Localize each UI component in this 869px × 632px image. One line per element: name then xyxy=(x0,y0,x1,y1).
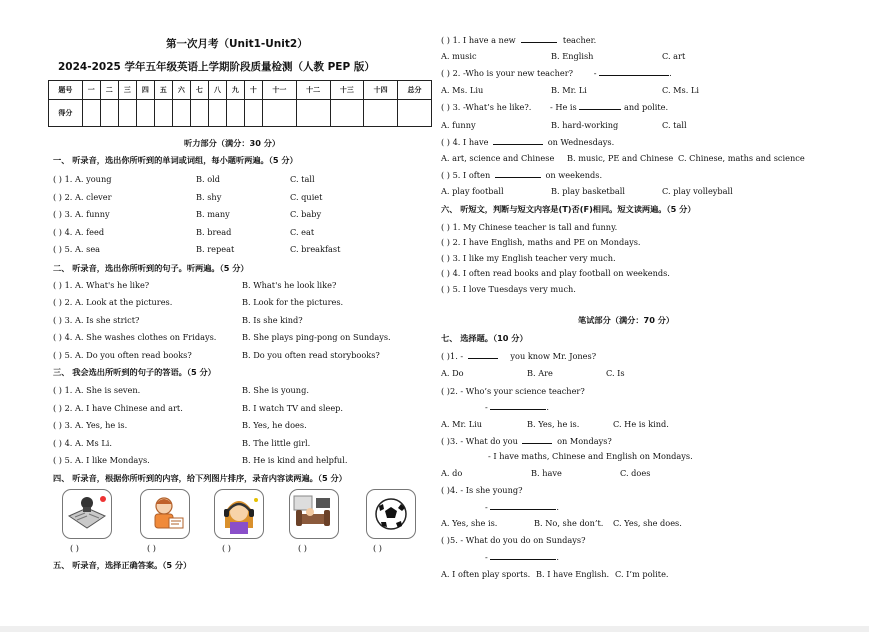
question-text-tail: on Mondays? xyxy=(557,436,612,446)
score-entry[interactable] xyxy=(100,100,118,127)
score-cell: 九 xyxy=(226,81,244,100)
option-c: C. He is kind. xyxy=(613,419,669,429)
question-stem: ( ) 5. A. Do you often read books? xyxy=(53,350,192,360)
listening-heading: 听力部分（满分：30 分） xyxy=(184,138,281,148)
question-stem: ( ) 1. A. What's he like? xyxy=(53,280,150,290)
score-cell: 十三 xyxy=(330,81,364,100)
answer-blank[interactable] xyxy=(522,443,552,444)
option-b: B. music, PE and Chinese xyxy=(567,153,674,163)
option-b: B. Is she kind? xyxy=(242,315,303,325)
score-cell: 得分 xyxy=(49,100,83,127)
score-entry[interactable] xyxy=(226,100,244,127)
section-5-title: 五、 听录音，选择正确答案。（5 分） xyxy=(53,560,192,570)
score-cell: 五 xyxy=(154,81,172,100)
section-1-title: 一、 听录音，选出你所听到的单词或词组，每小题听两遍。（5 分） xyxy=(53,155,298,165)
scroll-track xyxy=(0,626,869,632)
section-7-title: 七、 选择题。（10 分） xyxy=(441,333,528,343)
score-entry[interactable] xyxy=(296,100,330,127)
score-entry[interactable] xyxy=(172,100,190,127)
option-a: A. Mr. Liu xyxy=(441,419,483,429)
score-entry[interactable] xyxy=(262,100,296,127)
option-c: C. breakfast xyxy=(290,244,341,254)
football-icon xyxy=(366,489,416,539)
option-b: B. He is kind and helpful. xyxy=(242,455,348,465)
option-b: B. Are xyxy=(527,368,553,378)
question-text: ( )3. - What do you xyxy=(441,436,518,446)
answer-bracket[interactable]: ( ) xyxy=(373,543,382,553)
score-cell: 十一 xyxy=(262,81,296,100)
option-c: C. baby xyxy=(290,209,322,219)
score-table xyxy=(48,80,432,127)
written-heading: 笔试部分（满分：70 分） xyxy=(578,315,675,325)
option-c: C. Is xyxy=(606,368,625,378)
answer-blank[interactable] xyxy=(490,559,556,560)
score-cell: 一 xyxy=(82,81,100,100)
answer-bracket[interactable]: ( ) xyxy=(222,543,231,553)
option-b: B. Mr. Li xyxy=(551,85,587,95)
score-cell: 二 xyxy=(100,81,118,100)
section-2-title: 二、 听录音，选出你所听到的句子。听两遍。（5 分） xyxy=(53,263,249,273)
score-entry[interactable] xyxy=(398,100,432,127)
option-b: B. I watch TV and sleep. xyxy=(242,403,344,413)
question-stem xyxy=(441,35,596,45)
option-b: B. shy xyxy=(196,192,222,202)
score-cell: 四 xyxy=(136,81,154,100)
question-text: ( ) 1. I have a new xyxy=(441,35,516,45)
question-text: ( ) 4. I have xyxy=(441,137,489,147)
option-c: C. tall xyxy=(290,174,315,184)
question-text-tail: you know Mr. Jones? xyxy=(510,351,597,361)
score-entry[interactable] xyxy=(118,100,136,127)
question-stem: ( ) 5. A. sea xyxy=(53,244,101,254)
option-b: B. have xyxy=(531,468,562,478)
option-b: B. old xyxy=(196,174,221,184)
answer-bracket[interactable]: ( ) xyxy=(70,543,79,553)
option-b: B. Look for the pictures. xyxy=(242,297,344,307)
question-stem: ( )2. - Who’s your science teacher? xyxy=(441,386,585,396)
option-a: A. Ms. Liu xyxy=(441,85,484,95)
tf-item: ( ) 2. I have English, maths and PE on Mondays. xyxy=(441,237,641,247)
score-table-header-row xyxy=(49,81,432,100)
question-stem: ( )4. - Is she young? xyxy=(441,485,523,495)
option-b: B. What's he look like? xyxy=(242,280,337,290)
question-stem: ( ) 2. A. I have Chinese and art. xyxy=(53,403,183,413)
option-c: C. art xyxy=(662,51,686,61)
option-b: B. English xyxy=(551,51,594,61)
question-stem: ( ) 4. A. She washes clothes on Fridays. xyxy=(53,332,217,342)
section-3-title: 三、 我会选出所听到的句子的答语。（5 分） xyxy=(53,367,216,377)
option-b: B. Yes, he is. xyxy=(527,419,580,429)
option-c: C. Ms. Li xyxy=(662,85,700,95)
question-stem: ( ) 3. A. Yes, he is. xyxy=(53,420,128,430)
option-a: A. Yes, she is. xyxy=(441,518,498,528)
option-c: C. I’m polite. xyxy=(615,569,669,579)
option-b: B. hard-working xyxy=(551,120,619,130)
score-cell: 十 xyxy=(244,81,262,100)
answer-line: - . xyxy=(485,552,559,562)
tf-item: ( ) 1. My Chinese teacher is tall and funny. xyxy=(441,222,618,232)
option-a: A. music xyxy=(441,51,477,61)
question-stem: ( ) 1. A. young xyxy=(53,174,112,184)
option-a: A. Do xyxy=(441,368,464,378)
tf-item: ( ) 5. I love Tuesdays very much. xyxy=(441,284,576,294)
option-c: C. tall xyxy=(662,120,687,130)
option-c: C. quiet xyxy=(290,192,323,202)
answer-blank[interactable] xyxy=(493,144,543,145)
score-cell: 七 xyxy=(190,81,208,100)
newspaper-icon xyxy=(62,489,112,539)
answer-bracket[interactable]: ( ) xyxy=(298,543,307,553)
option-b: B. repeat xyxy=(196,244,235,254)
answer-blank[interactable] xyxy=(490,509,556,510)
tf-item: ( ) 3. I like my English teacher very much. xyxy=(441,253,616,263)
girl-headphones-icon xyxy=(214,489,264,539)
question-text: ( ) 5. I often xyxy=(441,170,491,180)
question-text-tail: and polite. xyxy=(623,102,669,112)
option-c: C. play volleyball xyxy=(662,186,733,196)
answer-blank[interactable] xyxy=(495,177,541,178)
option-b: B. No, she don’t. xyxy=(534,518,604,528)
score-entry[interactable] xyxy=(154,100,172,127)
answer-line: - I have maths, Chinese and English on Mondays. xyxy=(488,451,693,461)
option-a: A. art, science and Chinese xyxy=(441,153,555,163)
sofa-room-icon xyxy=(289,489,339,539)
question-stem: ( ) 4. A. feed xyxy=(53,227,105,237)
question-stem xyxy=(441,102,668,112)
option-b: B. I have English. xyxy=(536,569,610,579)
question-stem: ( ) 5. A. I like Mondays. xyxy=(53,455,150,465)
tf-item: ( ) 4. I often read books and play football on weekends. xyxy=(441,268,670,278)
question-stem: ( ) 3. A. funny xyxy=(53,209,110,219)
answer-blank[interactable] xyxy=(490,409,546,410)
score-cell: 三 xyxy=(118,81,136,100)
question-text-tail: - He is xyxy=(549,102,577,112)
question-stem xyxy=(441,137,614,147)
answer-blank[interactable] xyxy=(468,358,498,359)
option-c: C. Yes, she does. xyxy=(613,518,682,528)
score-cell: 八 xyxy=(208,81,226,100)
option-b: B. play basketball xyxy=(551,186,625,196)
score-cell: 六 xyxy=(172,81,190,100)
question-stem xyxy=(441,436,612,446)
option-b: B. The little girl. xyxy=(242,438,311,448)
question-stem: ( ) 2. -Who is your new teacher? - . xyxy=(441,68,672,78)
exam-subtitle: 2024-2025 学年五年级英语上学期阶段质量检测（人教 PEP 版） xyxy=(58,61,375,73)
option-b: B. Do you often read storybooks? xyxy=(242,350,380,360)
question-text-tail: on weekends. xyxy=(545,170,603,180)
option-b: B. Yes, he does. xyxy=(242,420,307,430)
option-c: C. does xyxy=(620,468,651,478)
option-c: C. Chinese, maths and science xyxy=(678,153,805,163)
answer-blank[interactable] xyxy=(521,42,557,43)
score-cell: 十二 xyxy=(296,81,330,100)
question-stem: ( ) 2. A. clever xyxy=(53,192,112,202)
answer-line: - . xyxy=(485,502,559,512)
score-cell: 题号 xyxy=(49,81,83,100)
option-b: B. bread xyxy=(196,227,232,237)
option-b: B. She plays ping-pong on Sundays. xyxy=(242,332,391,342)
option-c: C. eat xyxy=(290,227,315,237)
exam-title: 第一次月考（Unit1-Unit2） xyxy=(166,38,308,50)
question-stem xyxy=(441,351,596,361)
score-entry[interactable] xyxy=(136,100,154,127)
question-stem: ( ) 4. A. Ms Li. xyxy=(53,438,112,448)
score-cell: 总分 xyxy=(398,81,432,100)
score-entry[interactable] xyxy=(244,100,262,127)
question-stem: ( ) 2. A. Look at the pictures. xyxy=(53,297,173,307)
dash: - xyxy=(485,502,491,512)
question-text-tail: on Wednesdays. xyxy=(547,137,615,147)
answer-blank[interactable] xyxy=(599,75,669,76)
score-entry[interactable] xyxy=(364,100,398,127)
answer-line: - . xyxy=(485,402,549,412)
question-text-tail: - xyxy=(593,68,600,78)
question-stem: ( ) 1. A. She is seven. xyxy=(53,385,141,395)
option-a: A. do xyxy=(441,468,463,478)
score-cell: 十四 xyxy=(364,81,398,100)
question-text: ( ) 2. -Who is your new teacher? xyxy=(441,68,574,78)
score-entry[interactable] xyxy=(190,100,208,127)
question-text: ( ) 3. -What’s he like?. xyxy=(441,102,532,112)
score-table-score-row xyxy=(49,100,432,127)
dash: - xyxy=(485,552,491,562)
option-a: A. play football xyxy=(441,186,504,196)
option-b: B. many xyxy=(196,209,230,219)
dash: - xyxy=(485,402,491,412)
option-a: A. funny xyxy=(441,120,476,130)
answer-blank[interactable] xyxy=(579,109,621,110)
question-text: ( )1. - xyxy=(441,351,464,361)
option-b: B. She is young. xyxy=(242,385,309,395)
boy-drawing-icon xyxy=(140,489,190,539)
score-entry[interactable] xyxy=(82,100,100,127)
score-entry[interactable] xyxy=(208,100,226,127)
score-entry[interactable] xyxy=(330,100,364,127)
question-text-tail: teacher. xyxy=(562,35,597,45)
question-stem: ( ) 3. A. Is she strict? xyxy=(53,315,140,325)
option-a: A. I often play sports. xyxy=(441,569,531,579)
question-stem xyxy=(441,170,602,180)
section-6-title: 六、 听短文，判断与短文内容是(T)否(F)相同。短文读两遍。（5 分） xyxy=(441,204,696,214)
question-stem: ( )5. - What do you do on Sundays? xyxy=(441,535,586,545)
section-4-title: 四、 听录音，根据你所听到的内容，给下列图片排序，录音内容读两遍。（5 分） xyxy=(53,473,347,483)
answer-bracket[interactable]: ( ) xyxy=(147,543,156,553)
